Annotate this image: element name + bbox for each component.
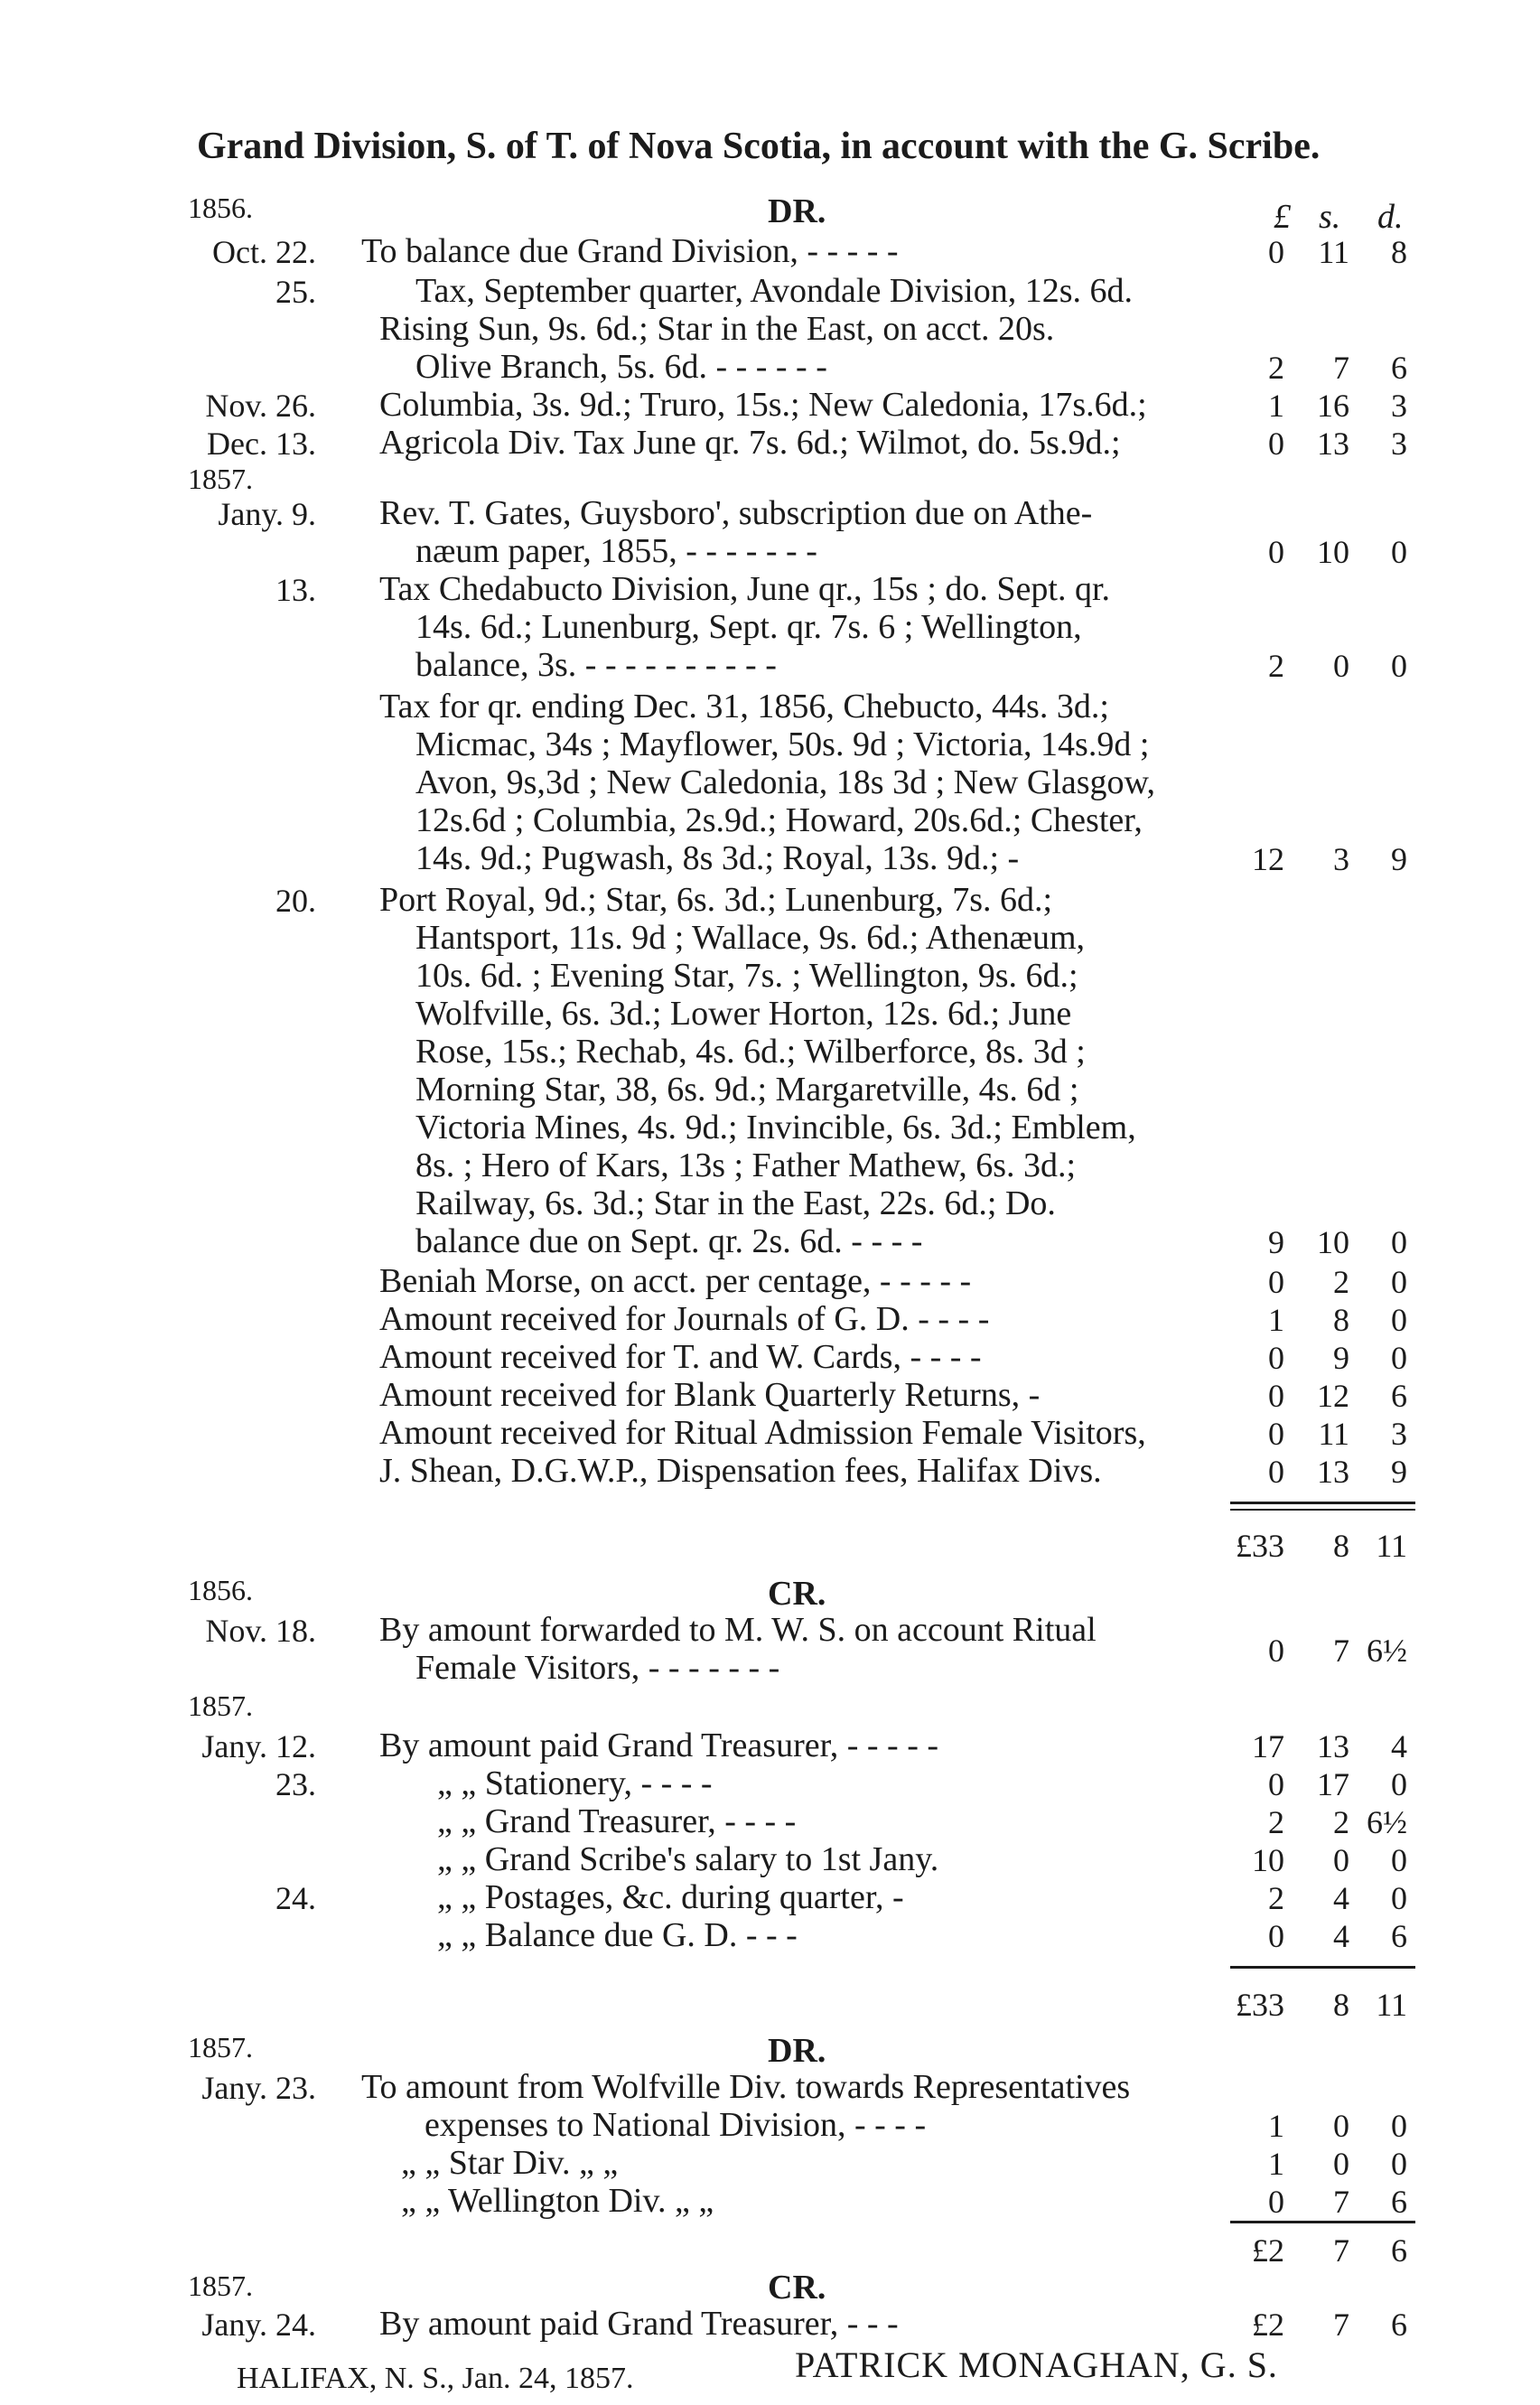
entry-text: „ „ Grand Scribe's salary to 1st Jany.: [437, 1840, 939, 1878]
signature: PATRICK MONAGHAN, G. S.: [795, 2344, 1278, 2385]
entry-text: „ „ Balance due G. D. - - -: [437, 1916, 798, 1954]
section-total: £33 8 11: [1236, 1528, 1407, 1564]
ledger-entry: „ „ Grand Treasurer, - - - - 2 2 6½: [437, 1802, 1407, 1840]
ledger-entry-continuation: [0, 920, 1540, 959]
ledger-entry: Amount received for T. and W. Cards, - - - - 0 9 0: [379, 1338, 1407, 1376]
ledger-entry: [0, 688, 1540, 728]
ledger-entry-amount: 0 7 6½: [1268, 1633, 1407, 1669]
entry-date: 13.: [275, 572, 316, 608]
entry-date: Nov. 18.: [205, 1613, 316, 1649]
ledger-entry-continuation: [0, 802, 1540, 842]
entry-date: 24.: [275, 1880, 316, 1916]
ledger-entry-continuation: [0, 726, 1540, 766]
entry-text: Tax, September quarter, Avondale Division, 12s. 6d.: [415, 272, 1134, 310]
total-rule: [1230, 2221, 1415, 2223]
entry-text: Columbia, 3s. 9d.; Truro, 15s.; New Caledonia, 17s.6d.;: [379, 386, 1147, 424]
entry-text: 10s. 6d. ; Evening Star, 7s. ; Wellington, 9s. 6d.;: [415, 957, 1078, 995]
ledger-entry: „ „ Balance due G. D. - - - 0 4 6: [437, 1916, 1407, 1954]
ledger-entry-continuation: [0, 1185, 1540, 1225]
entry-date: Jany. 12.: [201, 1728, 316, 1764]
entry-date: 23.: [275, 1766, 316, 1802]
entry-text: „ „ Wellington Div. „ „: [401, 2182, 714, 2220]
entry-date: 20.: [275, 883, 316, 919]
entry-text: 14s. 9d.; Pugwash, 8s 3d.; Royal, 13s. 9d.; -: [415, 839, 1020, 877]
ledger-entry: „ „ Star Div. „ „ 1 0 0: [401, 2144, 1407, 2182]
section-heading-dr: DR.: [768, 192, 826, 230]
ledger-entry: 24. „ „ Postages, &c. during quarter, - 2 4 0: [0, 1879, 1540, 1919]
ledger-entry-continuation: [0, 764, 1540, 804]
column-head-pounds: £: [1274, 198, 1291, 236]
entry-text: By amount forwarded to M. W. S. on account Ritual: [379, 1611, 1097, 1649]
entry-text: Railway, 6s. 3d.; Star in the East, 22s. 6d.; Do.: [415, 1184, 1056, 1222]
page-title: Grand Division, S. of T. of Nova Scotia, in account with the G. Scribe.: [197, 126, 1321, 167]
ledger-entry-continuation: Olive Branch, 5s. 6d. - - - - - - 2 7 6: [415, 348, 1407, 386]
entry-text: Rev. T. Gates, Guysboro', subscription due on Athe-: [379, 494, 1093, 532]
ledger-entry: Nov. 26. Columbia, 3s. 9d.; Truro, 15s.; New Caledonia, 17s.6d.; 1 16 3: [0, 387, 1540, 426]
entry-text: Beniah Morse, on acct. per centage, - - - - -: [379, 1262, 972, 1300]
entry-text: Wolfville, 6s. 3d.; Lower Horton, 12s. 6d.; June: [415, 995, 1072, 1033]
ledger-entry: Amount received for Ritual Admission Female Visitors, 0 11 3: [379, 1414, 1407, 1452]
entry-text: „ „ Postages, &c. during quarter, -: [437, 1878, 904, 1916]
ledger-entry: Jany. 12. By amount paid Grand Treasurer, - - - - - 17 13 4: [0, 1727, 1540, 1767]
ledger-entry: Oct. 22. To balance due Grand Division, - - - - - 0 11 8: [0, 233, 1540, 273]
ledger-entry: J. Shean, D.G.W.P., Dispensation fees, Halifax Divs. 0 13 9: [379, 1452, 1407, 1490]
entry-text: expenses to National Division, - - - -: [425, 2106, 927, 2144]
column-head-shillings: s.: [1319, 198, 1341, 236]
ledger-entry-continuation: [0, 958, 1540, 997]
place-date: HALIFAX, N. S., Jan. 24, 1857.: [237, 2362, 634, 2395]
section-year: 1856.: [188, 1574, 253, 1606]
ledger-entry: [0, 2069, 1540, 2109]
ledger-entry-continuation: [0, 609, 1540, 649]
entry-text: Avon, 9s,3d ; New Caledonia, 18s 3d ; New Glasgow,: [415, 763, 1156, 801]
entry-text: Hantsport, 11s. 9d ; Wallace, 9s. 6d.; Athenæum,: [415, 919, 1086, 957]
section-total: £33 8 11: [1236, 1987, 1407, 2023]
ledger-entry-continuation: [0, 1109, 1540, 1149]
total-rule: [1230, 1966, 1415, 1969]
entry-date: Jany. 23.: [201, 2070, 316, 2106]
entry-date: Jany. 9.: [218, 496, 316, 532]
entry-text: 14s. 6d.; Lunenburg, Sept. qr. 7s. 6 ; Wellington,: [415, 608, 1082, 646]
entry-text: 12s.6d ; Columbia, 2s.9d.; Howard, 20s.6d.; Chester,: [415, 801, 1143, 839]
entry-date: Nov. 26.: [205, 388, 316, 424]
entry-text: Rising Sun, 9s. 6d.; Star in the East, on acct. 20s.: [379, 310, 1055, 348]
entry-text: 8s. ; Hero of Kars, 13s ; Father Mathew, 6s. 3d.;: [415, 1146, 1077, 1184]
ledger-entry-continuation: [0, 1071, 1540, 1111]
entry-text: Agricola Div. Tax June qr. 7s. 6d.; Wilmot, do. 5s.9d.;: [379, 424, 1121, 462]
entry-text: „ „ Stationery, - - - -: [437, 1764, 713, 1802]
entry-text: „ „ Star Div. „ „: [401, 2144, 619, 2182]
ledger-entry: „ „ Grand Scribe's salary to 1st Jany. 10 0 0: [437, 1840, 1407, 1878]
ledger-entry-continuation: [0, 996, 1540, 1035]
ledger-entry: Amount received for Blank Quarterly Returns, - 0 12 6: [379, 1376, 1407, 1414]
ledger-entry: Jany. 24. By amount paid Grand Treasurer, - - - £2 7 6: [0, 2306, 1540, 2345]
entry-date: Oct. 22.: [212, 234, 316, 270]
ledger-entry-continuation: næum paper, 1855, - - - - - - - 0 10 0: [415, 532, 1407, 570]
entry-text: Olive Branch, 5s. 6d. - - - - - -: [415, 348, 827, 386]
ledger-entry: Beniah Morse, on acct. per centage, - - - - - 0 2 0: [379, 1262, 1407, 1300]
entry-text: balance due on Sept. qr. 2s. 6d. - - - -: [415, 1222, 923, 1260]
entry-text: By amount paid Grand Treasurer, - - - - -: [379, 1727, 939, 1764]
ledger-entry: [0, 495, 1540, 535]
entry-text: Tax Chedabucto Division, June qr., 15s ; do. Sept. qr.: [379, 570, 1111, 608]
ledger-entry-continuation: balance due on Sept. qr. 2s. 6d. - - - - 9 10 0: [415, 1222, 1407, 1260]
entry-text: To amount from Wolfville Div. towards Representatives: [361, 2068, 1131, 2106]
entry-date: Jany. 24.: [201, 2307, 316, 2343]
entry-text: J. Shean, D.G.W.P., Dispensation fees, Halifax Divs.: [379, 1452, 1102, 1490]
section-year: 1857.: [188, 463, 253, 495]
total-rule: [1230, 1502, 1415, 1504]
entry-text: By amount paid Grand Treasurer, - - -: [379, 2305, 899, 2343]
entry-text: Rose, 15s.; Rechab, 4s. 6d.; Wilberforce, 8s. 3d ;: [415, 1033, 1086, 1071]
ledger-entry: [0, 571, 1540, 611]
ledger-entry: Dec. 13. Agricola Div. Tax June qr. 7s. 6d.; Wilmot, do. 5s.9d.; 0 13 3: [0, 425, 1540, 464]
section-heading-cr: CR.: [768, 1575, 826, 1613]
entry-text: „ „ Grand Treasurer, - - - -: [437, 1802, 797, 1840]
ledger-entry-continuation: balance, 3s. - - - - - - - - - - 2 0 0: [415, 646, 1407, 684]
entry-date: 25.: [275, 274, 316, 310]
ledger-entry: 23. „ „ Stationery, - - - - 0 17 0: [0, 1765, 1540, 1805]
entry-text: næum paper, 1855, - - - - - - -: [415, 532, 817, 570]
ledger-entry: [0, 882, 1540, 922]
ledger-entry-continuation: [0, 1034, 1540, 1073]
ledger-entry-continuation: 14s. 9d.; Pugwash, 8s 3d.; Royal, 13s. 9d.; - 12 3 9: [415, 839, 1407, 877]
section-year: 1856.: [188, 192, 253, 224]
section-heading-cr: CR.: [768, 2269, 826, 2307]
ledger-entry-continuation: [0, 1147, 1540, 1187]
entry-text: Port Royal, 9d.; Star, 6s. 3d.; Lunenburg, 7s. 6d.;: [379, 881, 1053, 919]
entry-text: Amount received for Ritual Admission Female Visitors,: [379, 1414, 1146, 1452]
entry-text: Amount received for Journals of G. D. - - - -: [379, 1300, 990, 1338]
entry-text: Micmac, 34s ; Mayflower, 50s. 9d ; Victoria, 14s.9d ;: [415, 725, 1150, 763]
ledger-entry: Amount received for Journals of G. D. - - - - 1 8 0: [379, 1300, 1407, 1338]
section-year: 1857.: [188, 2269, 253, 2302]
entry-text: balance, 3s. - - - - - - - - - -: [415, 646, 777, 684]
ledger-entry-continuation: expenses to National Division, - - - - 1 0 0: [425, 2106, 1407, 2144]
entry-text: Female Visitors, - - - - - - -: [415, 1649, 780, 1687]
entry-text: Victoria Mines, 4s. 9d.; Invincible, 6s. 3d.; Emblem,: [415, 1109, 1136, 1146]
entry-text: Tax for qr. ending Dec. 31, 1856, Chebucto, 44s. 3d.;: [379, 688, 1109, 725]
ledger-entry: [0, 273, 1540, 313]
total-rule: [1230, 1509, 1415, 1511]
section-heading-dr: DR.: [768, 2032, 826, 2070]
section-total: £2 7 6: [1252, 2232, 1407, 2269]
entry-date: Dec. 13.: [207, 426, 316, 462]
entry-text: Amount received for Blank Quarterly Returns, -: [379, 1376, 1041, 1414]
entry-text: Amount received for T. and W. Cards, - - - -: [379, 1338, 982, 1376]
column-head-pence: d.: [1377, 198, 1404, 236]
ledger-entry: „ „ Wellington Div. „ „ 0 7 6: [401, 2182, 1407, 2220]
ledger-entry-continuation: [0, 311, 1540, 351]
entry-text: Morning Star, 38, 6s. 9d.; Margaretville, 4s. 6d ;: [415, 1071, 1079, 1109]
section-year: 1857.: [188, 2031, 253, 2063]
entry-text: To balance due Grand Division, - - - - -: [361, 232, 899, 270]
section-year: 1857.: [188, 1689, 253, 1722]
